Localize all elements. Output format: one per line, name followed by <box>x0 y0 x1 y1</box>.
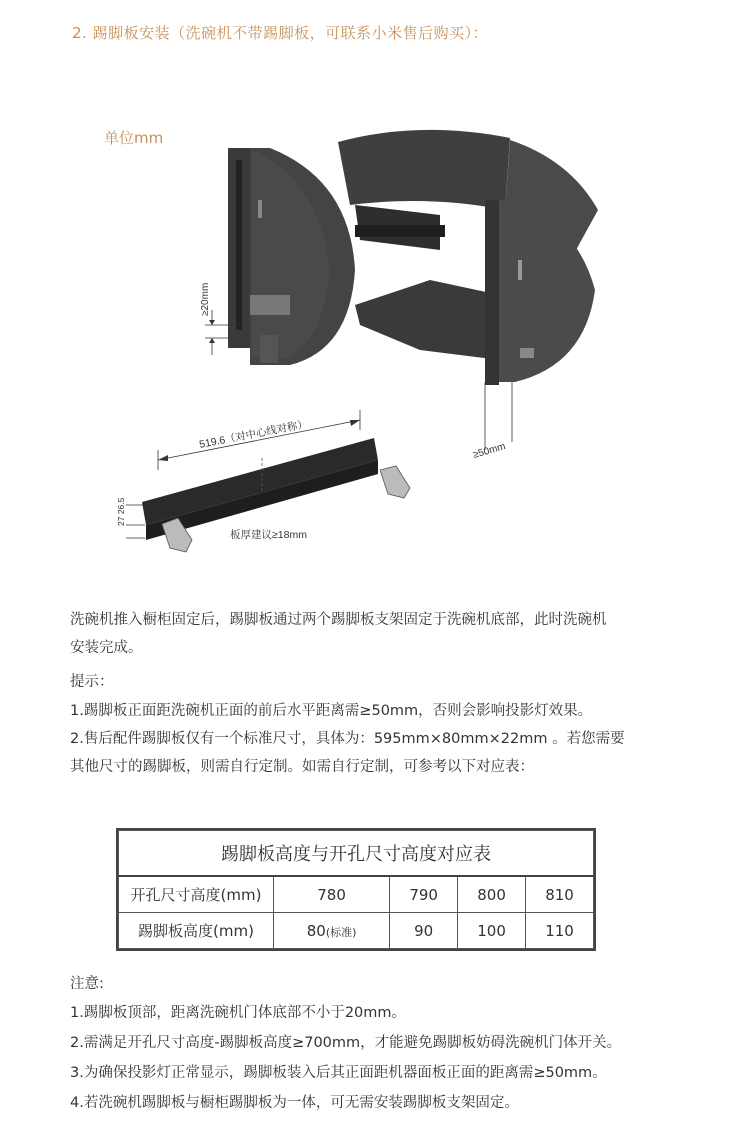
table-cell <box>274 913 390 949</box>
dim-20-label: ≥20mm <box>200 282 211 316</box>
size-table <box>116 828 596 951</box>
table-cell: 110 <box>526 913 594 949</box>
table-cell: 100 <box>458 913 526 949</box>
dishwasher-body <box>338 130 598 385</box>
table-caption: 踢脚板高度与开孔尺寸高度对应表 <box>119 831 594 877</box>
note-item: 1.踢脚板顶部，距离洗碗机门体底部不小于20mm。 <box>70 1005 407 1021</box>
tips-heading: 提示： <box>70 674 114 690</box>
dim-side-label: 27 26.5 <box>116 497 126 526</box>
dim-50-marks <box>485 382 512 450</box>
tip-item: 2.售后配件踢脚板仅有一个标准尺寸，具体为：595mm×80mm×22mm 。若您需要 <box>70 731 625 747</box>
door-side-view <box>228 148 355 365</box>
note-item: 3.为确保投影灯正常显示，踢脚板装入后其正面距机器面板正面的距离需≥50mm。 <box>70 1065 607 1081</box>
table-cell: 810 <box>526 876 594 913</box>
tip-item: 其他尺寸的踢脚板，则需自行定制。如需自行定制，可参考以下对应表： <box>70 759 534 775</box>
dim-50-label: ≥50mm <box>471 441 507 461</box>
section-title: 2. 踢脚板安装（洗碗机不带踢脚板，可联系小米售后购买）： <box>72 24 489 42</box>
description <box>70 606 690 662</box>
notes-list <box>70 999 730 1117</box>
note-item: 4.若洗碗机踢脚板与橱柜踢脚板为一体，可无需安装踢脚板支架固定。 <box>70 1095 519 1111</box>
notes-heading: 注意: <box>70 976 104 992</box>
row-label-kickplate: 踢脚板高度(mm) <box>119 913 274 949</box>
cell-value: 80 <box>306 921 326 940</box>
dim-thickness-label: 板厚建议≥18mm <box>230 529 307 541</box>
dim-side-marks <box>126 505 145 538</box>
table-cell: 780 <box>274 876 390 913</box>
row-label-opening: 开孔尺寸高度(mm) <box>119 876 274 913</box>
description-line-1: 洗碗机推入橱柜固定后，踢脚板通过两个踢脚板支架固定于洗碗机底部，此时洗碗机 <box>70 612 607 628</box>
table-cell: 790 <box>390 876 458 913</box>
table-row <box>119 876 594 913</box>
table-row <box>119 913 594 949</box>
tip-item: 1.踢脚板正面距洗碗机正面的前后水平距离需≥50mm，否则会影响投影灯效果。 <box>70 703 593 719</box>
table-cell: 800 <box>458 876 526 913</box>
note-item: 2.需满足开孔尺寸高度-踢脚板高度≥700mm，才能避免踢脚板妨碍洗碗机门体开关。 <box>70 1035 622 1051</box>
standard-tag: (标准) <box>325 925 357 939</box>
tips-list <box>70 697 690 781</box>
unit-label: 单位mm <box>104 129 164 147</box>
description-line-2: 安装完成。 <box>70 640 143 656</box>
installation-diagram <box>0 120 750 580</box>
dim-width-label: 519.6（对中心线对称） <box>198 418 309 451</box>
table-cell: 90 <box>390 913 458 949</box>
